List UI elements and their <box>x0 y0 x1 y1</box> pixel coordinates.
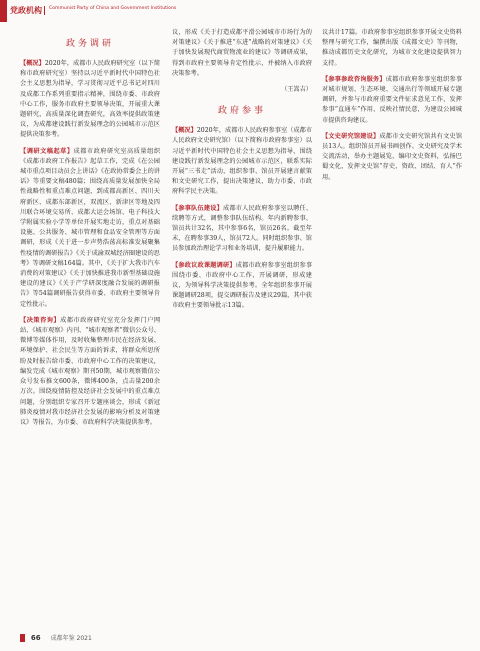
entry-tag: 【文史研究馆建设】 <box>322 132 380 140</box>
entry-tag: 【决策咨询】 <box>20 316 61 324</box>
page-number: 66 <box>30 633 41 642</box>
entry-tag: 【参事参政咨询服务】 <box>322 75 386 83</box>
entry-text: 成都市政府参事室组织参事围绕市委、市政府中心工作，开展调研，形成建议，为领导科学决策提供参考。全年组织参事开展课题调研28项，提交调研报告及建议29篇，其中获市政府主要领导批示13篇。 <box>172 261 313 310</box>
column-middle <box>172 28 312 318</box>
paragraph <box>322 132 462 183</box>
section-title-counselors: 政府参事 <box>217 106 266 117</box>
column-left <box>20 28 160 434</box>
column-right <box>322 28 462 189</box>
section-title-research: 政务调研 <box>65 39 114 49</box>
entry-tag: 【调研文稿起草】 <box>20 147 74 155</box>
paragraph-continued: 议共计17篇。市政府参事室组织参事开展文史资料整理与研究工作，编撰出版《成都文史》等刊物，推动成都历史文化研究，为城市文化建设提供智力支持。 <box>322 29 462 67</box>
paragraph <box>172 204 312 255</box>
paragraph <box>172 126 312 197</box>
entry-text: 成都市政府研究室高质量组织《成都市政府工作报告》起草工作，完成《在公园城市重点项目动员会上讲话》《在政协常委会上的讲话》等重要文稿480篇；围绕高质量发展加快全局性战略性和重点难点问题，到成都高新区、四川天府新区、成都东部新区，双流区、新津区等地及四川联合环境交易所、成都大运会场馆、电子科技大学附属实验小学等单位开展实地走访，重点对基础设施、公共服务、城市管理和食品安全管理等方面调研，形成《关于进一步声势浩荡高标准发展聚集性疫情的调研报告》《关于成渝双城经济圈建设的思考》等调研文稿164篇。其中，《关于扩大我市汽车消费的对策建议》《关于加快推进我市新型基础设施建设的建议》《关于产学研深度融合发展的调研报告》等54篇调研报告获得市委、市政府主要领导肯定性批示。 <box>20 147 161 308</box>
entry-text: 成都市政府参事室组织参事对城市规划、生态环境、交通出行等领域开展专题调研，并参与市政府重要文件征求意见工作，发挥参事“直通车”作用，反映社情民意，为建设公园城市提供咨询建议。 <box>322 75 463 124</box>
entry-tag: 【参政议政课题调研】 <box>172 261 236 269</box>
paragraph <box>20 59 160 141</box>
paragraph <box>322 75 462 126</box>
entry-tag: 【概况】 <box>172 127 197 135</box>
paragraph <box>20 316 160 428</box>
entry-text: 2020年，成都市人民政府参事室（成都市人民政府文史研究馆）（以下简称市政府参事室）以习近平新时代中国特色社会主义思想为指导，围绕建设践行新发展理念的公园城市示范区，联系实际开展“三书走”活动，组织参事、馆员开展建言献策和文史研究工作，提出决策建议，助力市委、市政府科学民主决策。 <box>172 127 313 196</box>
header-divider <box>44 6 45 15</box>
paragraph <box>172 261 312 312</box>
yearbook-name: 成都年鉴 2021 <box>50 635 92 642</box>
page-footer <box>20 633 92 642</box>
header-color-block <box>0 0 7 22</box>
author-signature: （王嵩吉） <box>281 86 312 94</box>
paragraph <box>20 147 160 310</box>
page-header <box>0 0 480 22</box>
entry-text: 成都市文史研究馆共有文史馆员13人。组织馆员开展书画创作、文史研究及学术交流活动，举办主题展览，编印文史资料，弘扬巴蜀文化，发挥文史馆“存史、资政、团结、育人”作用。 <box>322 132 463 181</box>
section-english-name: Communist Party of China and Government Institutions <box>49 6 177 11</box>
footer-marker <box>20 634 25 642</box>
entry-tag: 【参事队伍建设】 <box>172 204 223 212</box>
entry-text: 2020年，成都市人民政府研究室（以下简称市政府研究室）坚持以习近平新时代中国特色社会主义思想为指导，学习贯彻习近平总书记对四川及成都工作系列重要指示精神，围绕市委、市政府中心工作，服务市政府主要领导决策，开展重大课题研究，高质量深化调查研究，高效率提供政策建议，为成都建设践行新发展理念的公园城市示范区提供决策参考。 <box>20 60 161 139</box>
entry-text: 成都市政府研究室充分发挥门户网站、《城市观察》内刊、“城市观察者”微信公众号、微博等媒体作用，及时收集整理市民在经济发展、环境保护、社会民生等方面的诉求，将群众所思所盼及时报告给市委、市政府中心工作的决策建议，编发完成《城市观察》期刊50期，城市观察微信公众号发布推文600条，微博400条，点击量200余万次。围绕疫情防控及经济社会发展中的重点难点问题，分别组织专家召开专题座谈会，形成《新冠肺炎疫情对我市经济社会发展的影响分析及对策建议》等报告，为市委、市政府科学决策提供参考。 <box>20 316 161 426</box>
entry-text: 成都市人民政府参事室以聘任、续聘等方式，调整参事队伍结构。年内新聘参事、馆员共计32名，其中参事6名，馆员26名。截至年末，在聘参事39人，馆员72人。同时组织参事、馆员参加政治理论学习和业务培训，提升履职能力。 <box>172 204 313 253</box>
section-name: 党政机构 <box>10 6 42 15</box>
entry-tag: 【概况】 <box>20 60 45 67</box>
paragraph-continued: 议，形成《关于打造成都平滑公园城市市场行为的对策建议》《关于推进“东进”战略的对策建议》《关于加快发展现代商贸物流业的建议》等调研成果，得到市政府主要领导肯定性批示，并被纳入市政府决策参考。 <box>172 29 312 77</box>
